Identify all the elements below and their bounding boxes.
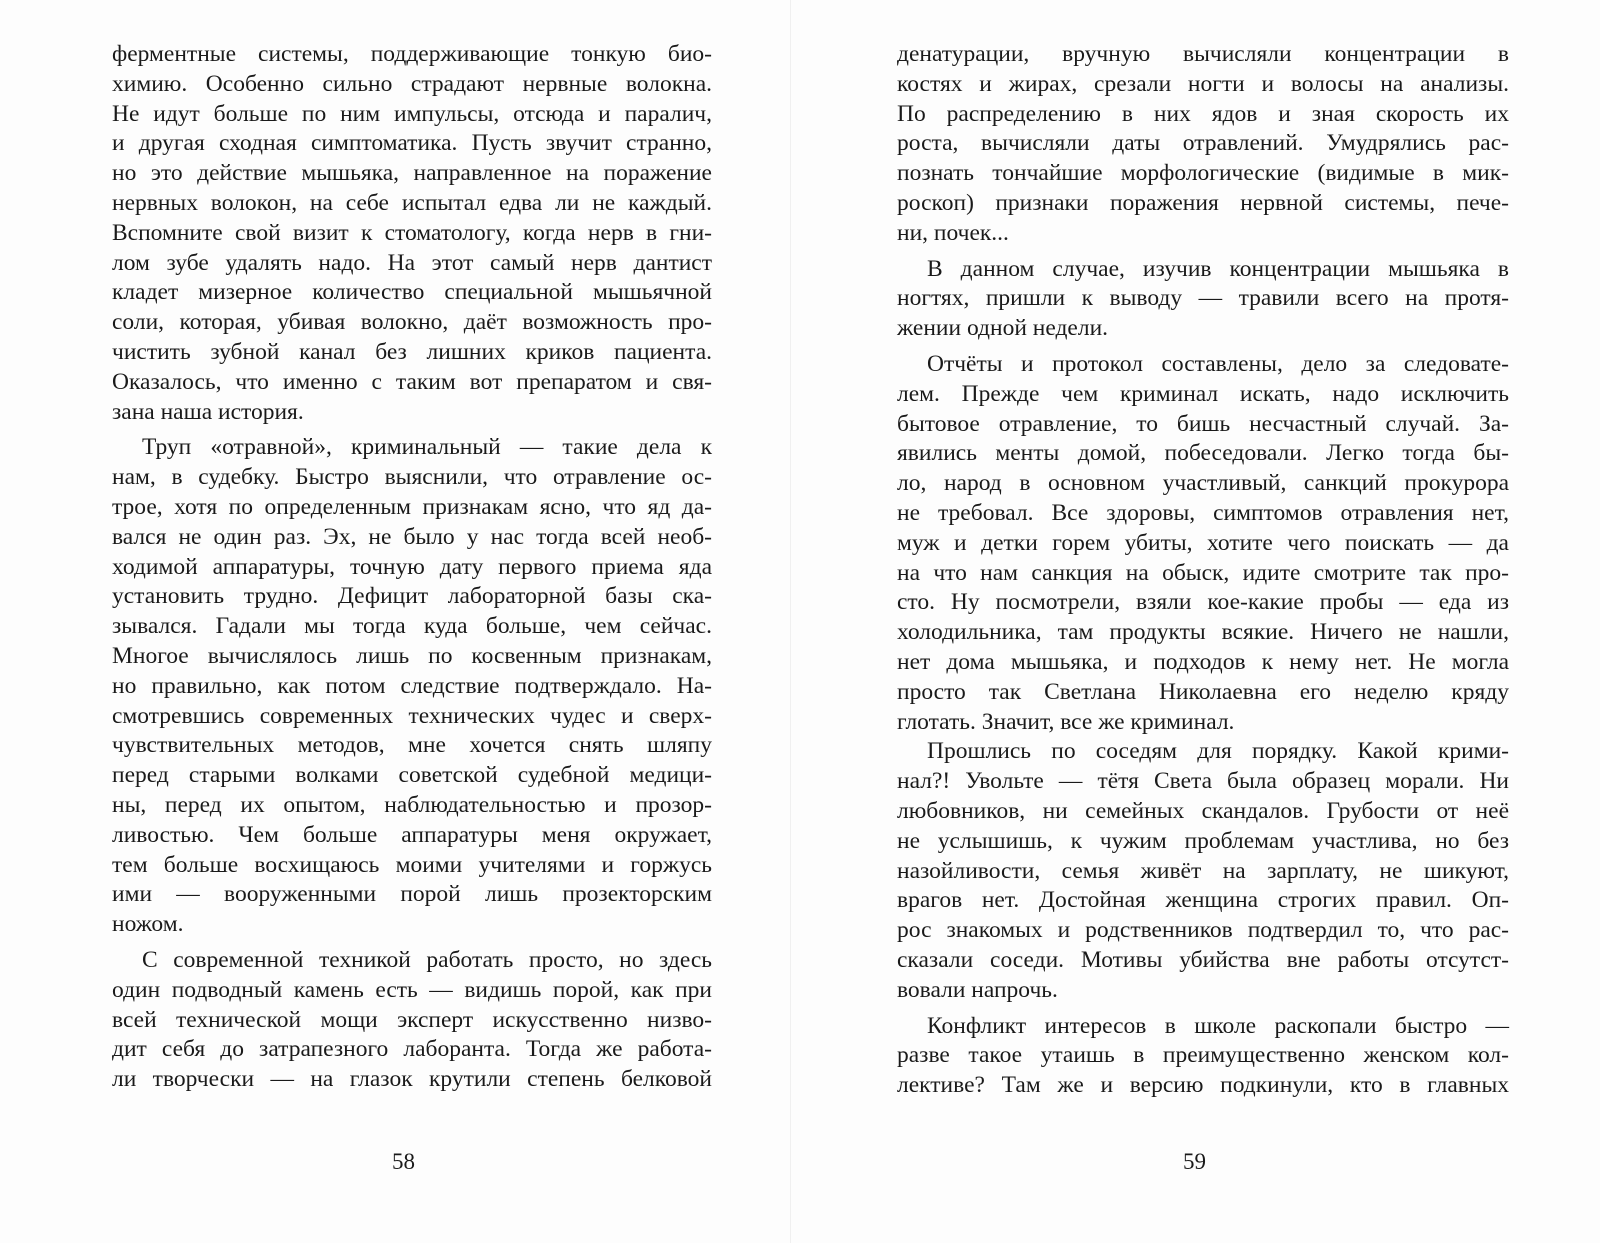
text-line: рос знакомых и родственников подтвердил то, что рас-	[897, 917, 1509, 944]
text-line: роста, вычисляли даты отравлений. Умудрялись рас-	[897, 130, 1509, 157]
paragraph-first-line: В данном случае, изучив концентрации мышьяка в	[927, 255, 1509, 282]
text-line: муж и детки горем убиты, хотите чего поискать — да	[897, 529, 1509, 556]
paragraph-first-line: Конфликт интересов в школе раскопали быстро —	[927, 1012, 1509, 1039]
text-line: лем. Прежде чем криминал искать, надо исключить	[897, 380, 1509, 407]
text-line: нервных волокон, на себе испытал едва ли не каждый.	[112, 189, 712, 216]
text-line: смотревшись современных технических чудес и сверх-	[112, 702, 712, 729]
text-line: не требовал. Все здоровы, симптомов отравления нет,	[897, 499, 1509, 526]
text-line: ферментные системы, поддерживающие тонкую био-	[112, 41, 712, 67]
text-line: просто так Светлана Николаевна его неделю кряду	[897, 678, 1509, 705]
text-line: ходимой аппаратуры, точную дату первого приема яда	[112, 553, 712, 580]
text-line: соли, которая, убивая волокно, даёт возможность про-	[112, 309, 712, 336]
paragraph-first-line: С современной техникой работать просто, но здесь	[142, 946, 712, 973]
text-line: нет дома мышьяка, и подходов к нему нет. Не могла	[897, 648, 1509, 675]
text-line: сказали соседи. Мотивы убийства вне работы отсутст-	[897, 946, 1509, 973]
book-gutter	[790, 0, 791, 1243]
text-line: вовали напрочь.	[897, 976, 1058, 1003]
text-line: но правильно, как потом следствие подтверждало. На-	[112, 672, 712, 699]
text-line: дит себя до затрапезного лаборанта. Тогда же работа-	[112, 1036, 712, 1063]
text-line: и другая сходная симптоматика. Пусть звучит странно,	[112, 130, 712, 157]
text-line: явились менты домой, побеседовали. Легко тогда бы-	[897, 440, 1509, 467]
text-line: ло, народ в основном участливый, санкций прокурора	[897, 470, 1509, 497]
text-line: кладет мизерное количество специальной мышьячной	[112, 279, 712, 306]
text-line: Не идут больше по ним импульсы, отсюда и паралич,	[112, 100, 712, 127]
text-line: Многое вычислялось лишь по косвенным признакам,	[112, 642, 712, 669]
text-line: глотать. Значит, все же криминал.	[897, 708, 1235, 735]
text-line: один подводный камень есть — видишь порой, как при	[112, 976, 712, 1003]
text-line: ливостью. Чем больше аппаратуры меня окружает,	[112, 821, 712, 848]
text-line: ногтях, пришли к выводу — травили всего на протя-	[897, 285, 1509, 312]
text-line: разве такое утаишь в преимущественно женском кол-	[897, 1042, 1509, 1069]
page-number-left: 58	[392, 1149, 415, 1174]
paragraph-first-line: Отчёты и протокол составлены, дело за следовате-	[927, 350, 1509, 377]
text-line: роскоп) признаки поражения нервной системы, пече-	[897, 189, 1509, 216]
text-line: чувствительных методов, мне хочется снять шляпу	[112, 732, 712, 759]
text-line: но это действие мышьяка, направленное на поражение	[112, 160, 712, 187]
text-line: назойливости, семья живёт на зарплату, не шикуют,	[897, 857, 1509, 884]
text-line: лом зубе удалять надо. На этот самый нерв дантист	[112, 249, 712, 276]
page-number-right: 59	[1183, 1149, 1206, 1174]
text-line: ни, почек...	[897, 219, 1009, 246]
text-line: зана наша история.	[112, 398, 304, 425]
text-line: Оказалось, что именно с таким вот препаратом и свя-	[112, 368, 712, 395]
text-line: Вспомните свой визит к стоматологу, когда нерв в гни-	[112, 219, 712, 246]
text-line: нам, в судебку. Быстро выяснили, что отравление ос-	[112, 464, 712, 491]
text-line: жении одной недели.	[897, 315, 1109, 342]
text-line: По распределению в них ядов и зная скорость их	[897, 100, 1509, 127]
text-line: костях и жирах, срезали ногти и волосы на анализы.	[897, 70, 1509, 97]
text-line: перед старыми волками советской судебной медици-	[112, 762, 712, 789]
text-line: лективе? Там же и версию подкинули, кто в главных	[897, 1072, 1509, 1099]
text-line: ножом.	[112, 911, 184, 938]
text-line: сто. Ну посмотрели, взяли кое-какие пробы — еда из	[897, 589, 1509, 616]
text-line: денатурации, вручную вычисляли концентрации в	[897, 41, 1509, 67]
paragraph-first-line: Прошлись по соседям для порядку. Какой крими-	[927, 738, 1509, 765]
paragraph-first-line: Труп «отравной», криминальный — такие дела к	[142, 434, 712, 461]
text-line: ими — вооруженными порой лишь прозекторским	[112, 881, 712, 908]
text-line: тем больше восхищаюсь моими учителями и горжусь	[112, 851, 712, 878]
text-line: врагов нет. Достойная женщина строгих правил. Оп-	[897, 887, 1509, 914]
text-line: познать тончайшие морфологические (видимые в мик-	[897, 160, 1509, 187]
text-line: вался не один раз. Эх, не было у нас тогда всей необ-	[112, 523, 712, 550]
text-line: бытовое отравление, то бишь несчастный случай. За-	[897, 410, 1509, 437]
text-line: нал?! Увольте — тётя Света была образец морали. Ни	[897, 768, 1509, 795]
text-line: любовников, ни семейных скандалов. Грубости от неё	[897, 797, 1509, 824]
text-line: ли творчески — на глазок крутили степень белковой	[112, 1066, 712, 1093]
text-line: на что нам санкция на обыск, идите смотрите так про-	[897, 559, 1509, 586]
text-line: всей технической мощи эксперт искусственно низво-	[112, 1006, 712, 1033]
text-line: зывался. Гадали мы тогда куда больше, чем сейчас.	[112, 613, 712, 640]
text-line: трое, хотя по определенным признакам ясно, что яд да-	[112, 493, 712, 520]
text-line: установить трудно. Дефицит лабораторной базы ска-	[112, 583, 712, 610]
left-page	[112, 40, 712, 1095]
right-page	[897, 40, 1509, 1101]
text-line: ны, перед их опытом, наблюдательностью и прозор-	[112, 791, 712, 818]
text-line: чистить зубной канал без лишних криков пациента.	[112, 338, 712, 365]
text-line: не услышишь, к чужим проблемам участлива, но без	[897, 827, 1509, 854]
text-line: химию. Особенно сильно страдают нервные волокна.	[112, 70, 712, 97]
text-line: холодильника, там продукты всякие. Ничего не нашли,	[897, 619, 1509, 646]
